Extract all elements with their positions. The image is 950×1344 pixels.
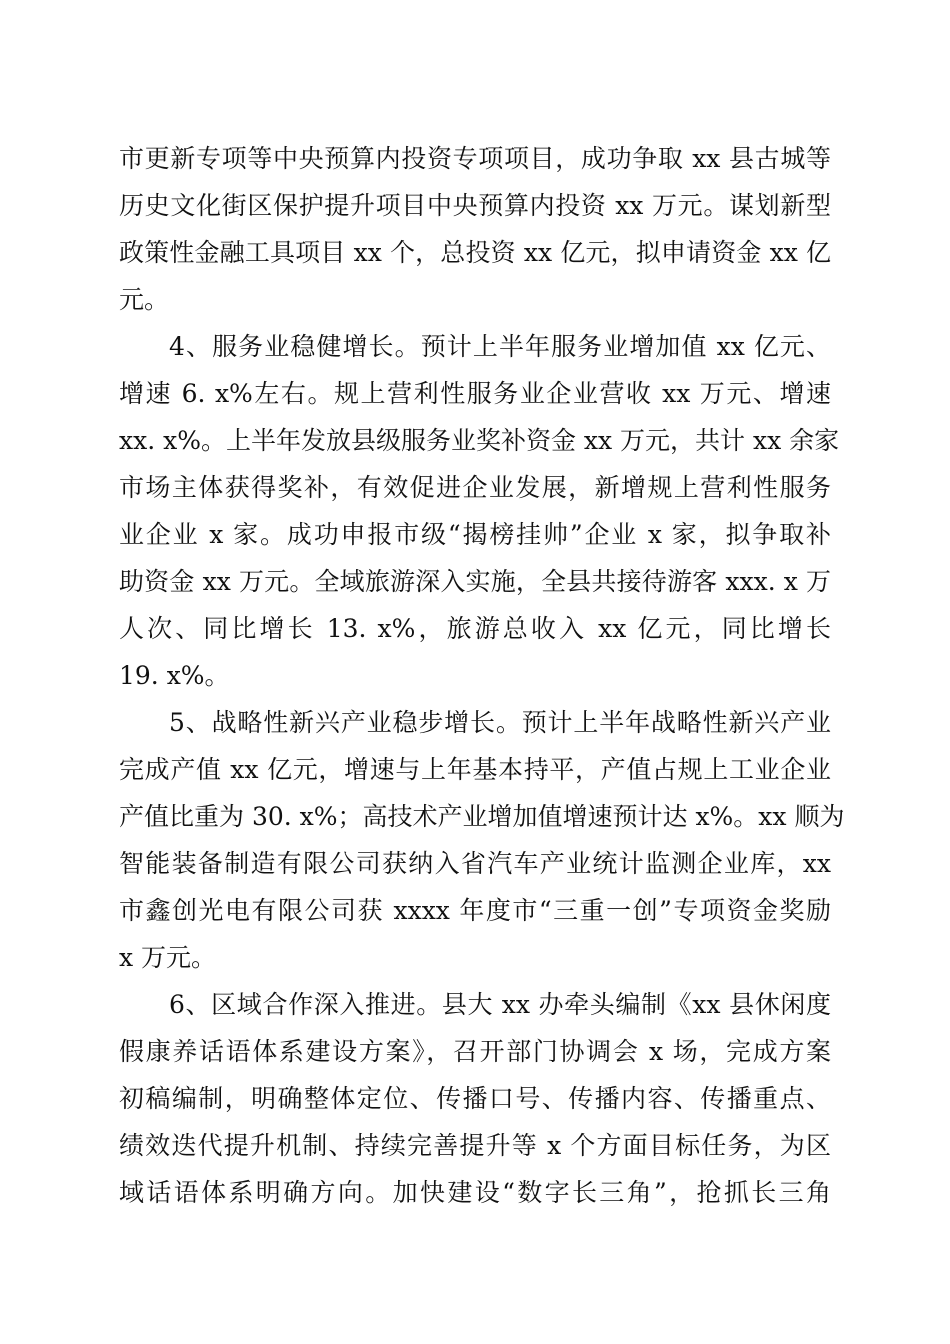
text-line: 绩效迭代提升机制、持续完善提升等 x 个方面目标任务，为区 [119,1131,831,1160]
text-line: 初稿编制，明确整体定位、传播口号、传播内容、传播重点、 [119,1084,831,1113]
text-line: 市更新专项等中央预算内投资专项项目，成功争取 xx 县古城等 [119,144,831,173]
text-line: 市场主体获得奖补，有效促进企业发展，新增规上营利性服务 [119,473,831,502]
text-line: 19. x%。 [119,661,230,690]
text-line: 域话语体系明确方向。加快建设“数字长三角”，抢抓长三角 [119,1178,831,1207]
paragraph-4-heading-line: 4、服务业稳健增长。预计上半年服务业增加值 xx 亿元、 [169,332,831,361]
text-line: 完成产值 xx 亿元，增速与上年基本持平，产值占规上工业企业 [119,755,831,784]
text-line: 元。 [119,285,170,314]
text-line: 历史文化街区保护提升项目中央预算内投资 xx 万元。谋划新型 [119,191,831,220]
text-line: 业企业 x 家。成功申报市级“揭榜挂帅”企业 x 家，拟争取补 [119,520,831,549]
text-line: x 万元。 [119,943,217,972]
text-line: 政策性金融工具项目 xx 个，总投资 xx 亿元，拟申请资金 xx 亿 [119,238,831,267]
text-line: 市鑫创光电有限公司获 xxxx 年度市“三重一创”专项资金奖励 [119,896,831,925]
text-line: 产值比重为 30. x%；高技术产业增加值增速预计达 x%。xx 顺为 [119,802,845,831]
text-line: 智能装备制造有限公司获纳入省汽车产业统计监测企业库，xx [119,849,831,878]
text-line: 假康养话语体系建设方案》，召开部门协调会 x 场，完成方案 [119,1037,831,1066]
text-line: 助资金 xx 万元。全域旅游深入实施，全县共接待游客 xxx. x 万 [119,567,831,596]
text-line: xx. x%。上半年发放县级服务业奖补资金 xx 万元，共计 xx 余家 [119,426,840,455]
text-line: 增速 6. x%左右。规上营利性服务业企业营收 xx 万元、增速 [119,379,831,408]
paragraph-6-heading-line: 6、区域合作深入推进。县大 xx 办牵头编制《xx 县休闲度 [169,990,831,1019]
paragraph-5-heading-line: 5、战略性新兴产业稳步增长。预计上半年战略性新兴产业 [169,708,831,737]
text-line: 人次、同比增长 13. x%，旅游总收入 xx 亿元，同比增长 [119,614,831,643]
